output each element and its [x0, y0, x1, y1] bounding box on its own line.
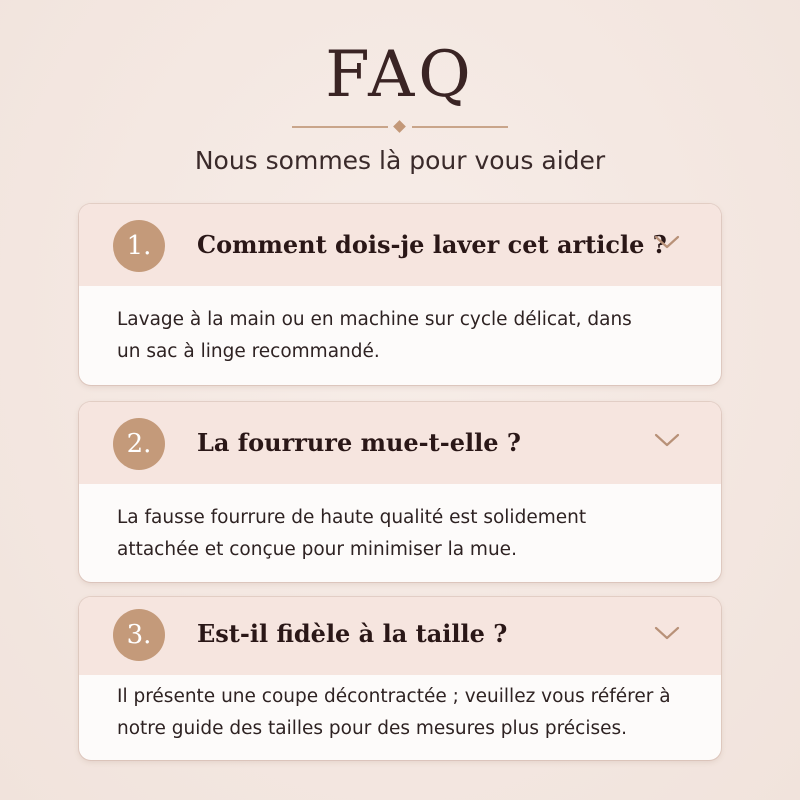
faq-question-2[interactable]: La fourrure mue-t-elle ? — [197, 428, 521, 457]
faq-question-1[interactable]: Comment dois-je laver cet article ? — [197, 230, 667, 259]
faq-answer-1-line-1: Lavage à la main ou en machine sur cycle délicat, dans — [117, 309, 632, 330]
chevron-down-icon[interactable] — [653, 623, 681, 643]
faq-item-2 — [79, 402, 721, 582]
faq-number-badge-2: 2. — [113, 418, 165, 470]
faq-answer-2-line-2: attachée et conçue pour minimiser la mue. — [117, 539, 517, 560]
title-divider — [292, 126, 508, 128]
faq-item-1 — [79, 204, 721, 385]
faq-number-badge-3: 3. — [113, 609, 165, 661]
faq-answer-3-line-2: notre guide des tailles pour des mesures plus précises. — [117, 718, 628, 739]
faq-item-3 — [79, 597, 721, 760]
faq-question-row-1[interactable] — [79, 204, 721, 286]
faq-answer-3-line-1: Il présente une coupe décontractée ; veuillez vous référer à — [117, 686, 671, 707]
page-subtitle: Nous sommes là pour vous aider — [194, 146, 606, 175]
divider-line-right — [412, 126, 508, 128]
chevron-down-icon[interactable] — [653, 232, 681, 252]
faq-question-row-2[interactable] — [79, 402, 721, 484]
faq-number-badge-1: 1. — [113, 220, 165, 272]
diamond-icon — [393, 120, 406, 133]
faq-answer-3 — [79, 675, 721, 745]
divider-line-left — [292, 126, 388, 128]
chevron-down-icon[interactable] — [653, 430, 681, 450]
faq-answer-2-line-1: La fausse fourrure de haute qualité est solidement — [117, 507, 587, 528]
faq-answer-1 — [79, 286, 721, 368]
faq-question-3[interactable]: Est-il fidèle à la taille ? — [197, 619, 508, 648]
page-title: FAQ — [325, 38, 475, 112]
faq-question-row-3[interactable] — [79, 597, 721, 675]
faq-answer-2 — [79, 484, 721, 566]
faq-answer-1-line-2: un sac à linge recommandé. — [117, 341, 380, 362]
